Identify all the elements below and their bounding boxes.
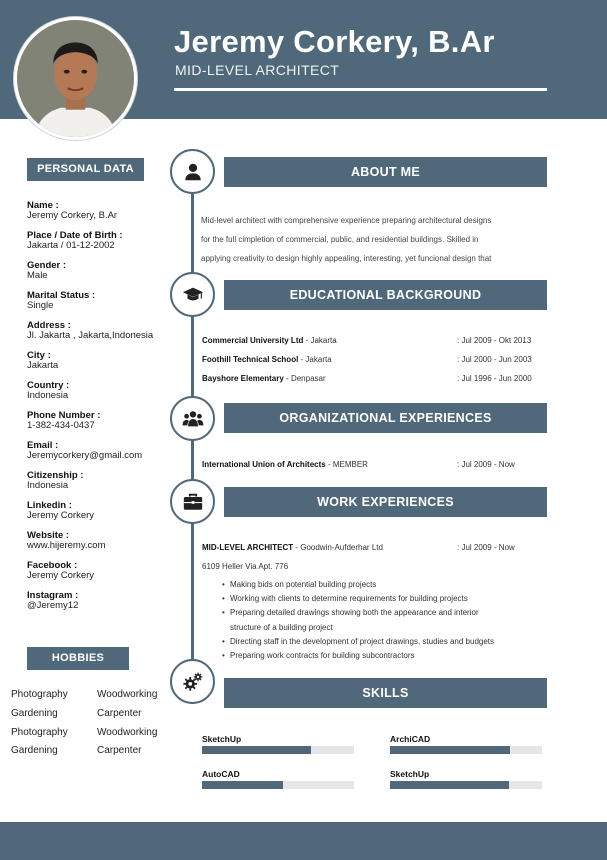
work-date: : Jul 2009 - Now <box>457 543 515 552</box>
skills-title: SKILLS <box>224 678 547 708</box>
field-label: Address : <box>27 320 71 331</box>
field-label: Country : <box>27 380 70 391</box>
field-value: www.hijeremy.com <box>27 540 106 551</box>
field-label: Citizenship : <box>27 470 84 481</box>
field-value: Jeremy Corkery, B.Ar <box>27 210 118 221</box>
field-label: Email : <box>27 440 59 451</box>
field-value: @Jeremy12 <box>27 600 79 611</box>
school-name: Foothill Technical School <box>202 355 299 364</box>
field-value: Male <box>27 270 48 281</box>
field-label: Name : <box>27 200 59 211</box>
skill-track <box>202 781 354 789</box>
work-experience-title: WORK EXPERIENCES <box>224 487 547 517</box>
duty-item: structure of a building project <box>230 622 333 632</box>
field-label: Instagram : <box>27 590 79 601</box>
duty-item: • Working with clients to determine requirements for building projects <box>222 592 542 606</box>
about-line: applying creativity to design highly appealing, interesting, yet funcional design that <box>201 254 492 263</box>
hobby-item: Photography <box>11 689 68 700</box>
hobby-item: Gardening <box>11 745 58 756</box>
education-item <box>202 374 326 383</box>
field-value: Jl. Jakarta , Jakarta,Indonesia <box>27 330 154 341</box>
field-website <box>27 531 105 551</box>
work-duties <box>222 578 542 663</box>
skill-level-bar <box>390 746 510 754</box>
field-label: Gender : <box>27 260 67 271</box>
organization-name: International Union of Architects <box>202 460 326 469</box>
duty-item: • Preparing work contracts for building subcontractors <box>222 649 542 663</box>
duty-item: • Preparing detailed drawings showing both the appearance and interior <box>222 606 542 620</box>
person-icon <box>170 149 215 194</box>
field-email <box>27 441 142 461</box>
hobby-item: Carpenter <box>97 708 142 719</box>
profile-photo <box>17 20 134 137</box>
school-place: - Denpasar <box>283 374 326 383</box>
skill-level-bar <box>202 746 311 754</box>
organization-role: - MEMBER <box>325 460 368 469</box>
skill-item <box>202 734 354 754</box>
about-me-title: ABOUT ME <box>224 157 547 187</box>
timeline-line <box>191 193 194 703</box>
skill-name: AutoCAD <box>202 769 240 779</box>
field-facebook <box>27 561 94 581</box>
about-line: Mid-level architect with comprehensive experience preparing architectural designs <box>201 216 492 225</box>
school-name: Commercial University Ltd <box>202 336 304 345</box>
field-address <box>27 321 153 341</box>
work-item <box>202 543 383 552</box>
school-name: Bayshore Elementary <box>202 374 284 383</box>
field-value: Jakarta / 01-12-2002 <box>27 240 115 251</box>
organization-item <box>202 460 368 469</box>
gears-icon <box>170 659 215 704</box>
field-value: Indonesia <box>27 480 69 491</box>
duty-item: • Making bids on potential building projects <box>222 578 542 592</box>
duty-item: • Directing staff in the development of project drawings, studies and budgets <box>222 635 542 649</box>
field-label: Facebook : <box>27 560 78 571</box>
skill-item <box>202 769 354 789</box>
field-city <box>27 351 58 371</box>
candidate-name: Jeremy Corkery, B.Ar <box>174 24 495 59</box>
work-company: - Goodwin-Aufderhar Ltd <box>293 543 383 552</box>
field-label: City : <box>27 350 51 361</box>
field-value: Jeremy Corkery <box>27 510 95 521</box>
field-instagram <box>27 591 78 611</box>
skill-level-bar <box>390 781 509 789</box>
skill-name: SketchUp <box>390 769 430 779</box>
hobby-item: Photography <box>11 727 68 738</box>
field-birth <box>27 231 123 251</box>
header-divider <box>174 88 547 91</box>
hobby-item: Carpenter <box>97 745 142 756</box>
work-address: 6109 Heller Via Apt. 776 <box>202 562 289 571</box>
skill-item <box>390 734 542 754</box>
candidate-role: MID-LEVEL ARCHITECT <box>175 62 340 78</box>
field-name <box>27 201 117 221</box>
hobby-item: Woodworking <box>97 727 158 738</box>
field-label: Marital Status : <box>27 290 96 301</box>
about-text <box>201 211 547 268</box>
field-value: Jeremycorkery@gmail.com <box>27 450 143 461</box>
avatar <box>14 17 137 140</box>
field-value: Single <box>27 300 54 311</box>
skill-name: ArchiCAD <box>390 734 431 744</box>
field-citizenship <box>27 471 83 491</box>
skill-name: SketchUp <box>202 734 242 744</box>
hobby-item: Woodworking <box>97 689 158 700</box>
education-date: : Jul 2009 - Okt 2013 <box>457 336 532 345</box>
skill-item <box>390 769 542 789</box>
organization-date: : Jul 2009 - Now <box>457 460 515 469</box>
education-item <box>202 355 332 364</box>
field-label: Linkedin : <box>27 500 72 511</box>
work-position: MID-LEVEL ARCHITECT <box>202 543 294 552</box>
footer-banner <box>0 822 607 860</box>
school-place: - Jakarta <box>298 355 332 364</box>
field-value: Jakarta <box>27 360 59 371</box>
briefcase-icon <box>170 479 215 524</box>
education-title: EDUCATIONAL BACKGROUND <box>224 280 547 310</box>
skill-track <box>202 746 354 754</box>
hobbies-title: HOBBIES <box>27 647 129 670</box>
education-item <box>202 336 337 345</box>
school-place: - Jakarta <box>303 336 337 345</box>
field-label: Place / Date of Birth : <box>27 230 123 241</box>
hobby-item: Gardening <box>11 708 58 719</box>
field-marital-status <box>27 291 95 311</box>
field-gender <box>27 261 66 281</box>
personal-data-title: PERSONAL DATA <box>27 158 144 181</box>
field-value: Indonesia <box>27 390 69 401</box>
field-label: Phone Number : <box>27 410 101 421</box>
skill-level-bar <box>202 781 283 789</box>
field-linkedin <box>27 501 94 521</box>
about-line: for the full cimpletion of commercial, public, and residential buildings. Skilled in <box>201 235 479 244</box>
field-value: Jeremy Corkery <box>27 570 95 581</box>
field-label: Website : <box>27 530 70 541</box>
education-date: : Jul 2000 - Jun 2003 <box>457 355 532 364</box>
field-value: 1-382-434-0437 <box>27 420 95 431</box>
field-country <box>27 381 69 401</box>
organization-title: ORGANIZATIONAL EXPERIENCES <box>224 403 547 433</box>
graduation-cap-icon <box>170 272 215 317</box>
skill-track <box>390 781 542 789</box>
group-icon <box>170 396 215 441</box>
field-phone <box>27 411 100 431</box>
education-date: : Jul 1996 - Jun 2000 <box>457 374 532 383</box>
skill-track <box>390 746 542 754</box>
